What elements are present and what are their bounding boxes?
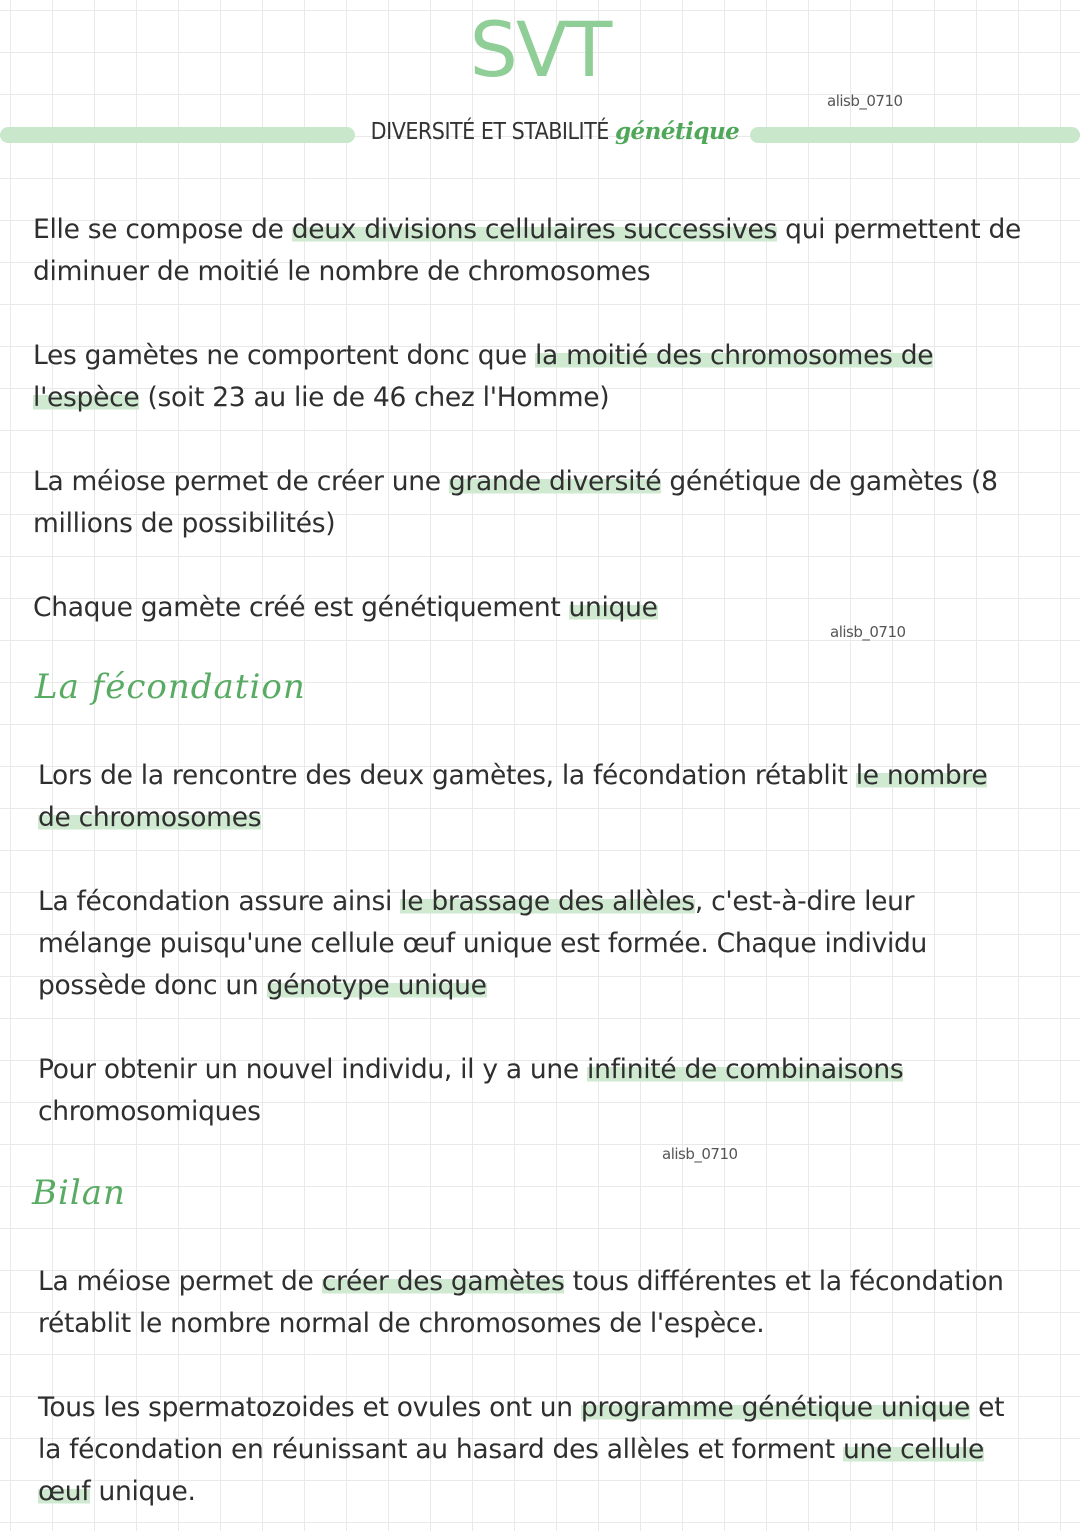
section-heading-bilan: Bilan bbox=[32, 1173, 126, 1213]
text: Les gamètes ne comportent donc que bbox=[33, 340, 535, 371]
paragraph bbox=[38, 1049, 1028, 1133]
highlight: une cellule œuf bbox=[38, 1434, 985, 1507]
subtitle-main: DIVERSITÉ ET STABILITÉ bbox=[370, 119, 609, 145]
text: qui permettent de diminuer de moitié le nombre de chromosomes bbox=[33, 214, 1021, 287]
section-heading-fecondation: La fécondation bbox=[35, 667, 306, 707]
paragraph bbox=[38, 1387, 1028, 1513]
highlight: le brassage des allèles bbox=[400, 886, 695, 917]
title-bar-left bbox=[0, 127, 355, 143]
highlight: génotype unique bbox=[266, 970, 487, 1001]
text: génétique de gamètes (8 millions de possibilités) bbox=[33, 466, 998, 539]
highlight: créer des gamètes bbox=[321, 1266, 565, 1297]
paragraph bbox=[38, 1261, 1028, 1345]
text: et la fécondation en réunissant au hasard des allèles et forment bbox=[38, 1392, 1005, 1465]
text: La méiose permet de créer une bbox=[33, 466, 449, 497]
highlight: deux divisions cellulaires successives bbox=[291, 214, 778, 245]
text: Lors de la rencontre des deux gamètes, la fécondation rétablit bbox=[38, 760, 856, 791]
title-bar-right bbox=[750, 127, 1080, 143]
highlight: unique bbox=[568, 592, 658, 623]
text: tous différentes et la fécondation rétablit le nombre normal de chromosomes de l'espèce. bbox=[38, 1266, 1004, 1339]
highlight: la moitié des chromosomes de l'espèce bbox=[33, 340, 934, 413]
highlight: programme génétique unique bbox=[580, 1392, 970, 1423]
watermark: alisb_0710 bbox=[662, 1145, 738, 1163]
text: Chaque gamète créé est génétiquement bbox=[33, 592, 569, 623]
text: La méiose permet de bbox=[38, 1266, 322, 1297]
paragraph bbox=[33, 209, 1023, 293]
watermark: alisb_0710 bbox=[827, 92, 903, 110]
paragraph bbox=[38, 755, 1028, 839]
page-title: SVT bbox=[469, 5, 611, 94]
text: Pour obtenir un nouvel individu, il y a une bbox=[38, 1054, 588, 1085]
highlight: grande diversité bbox=[448, 466, 662, 497]
text: , c'est-à-dire leur mélange puisqu'une cellule œuf unique est formée. Chaque individu possède donc un bbox=[38, 886, 928, 1001]
text: (soit 23 au lie de 46 chez l'Homme) bbox=[139, 382, 610, 413]
highlight: le nombre de chromosomes bbox=[38, 760, 988, 833]
text: La fécondation assure ainsi bbox=[38, 886, 401, 917]
paragraph bbox=[38, 881, 1028, 1007]
paragraph bbox=[33, 461, 1023, 545]
text: Elle se compose de bbox=[33, 214, 292, 245]
paragraph bbox=[33, 335, 1023, 419]
subtitle-accent: génétique bbox=[614, 118, 740, 145]
page-subtitle bbox=[360, 118, 750, 145]
text: unique. bbox=[90, 1476, 196, 1507]
highlight: infinité de combinaisons bbox=[587, 1054, 904, 1085]
text: Tous les spermatozoides et ovules ont un bbox=[38, 1392, 581, 1423]
watermark: alisb_0710 bbox=[830, 623, 906, 641]
text: chromosomiques bbox=[38, 1096, 261, 1127]
